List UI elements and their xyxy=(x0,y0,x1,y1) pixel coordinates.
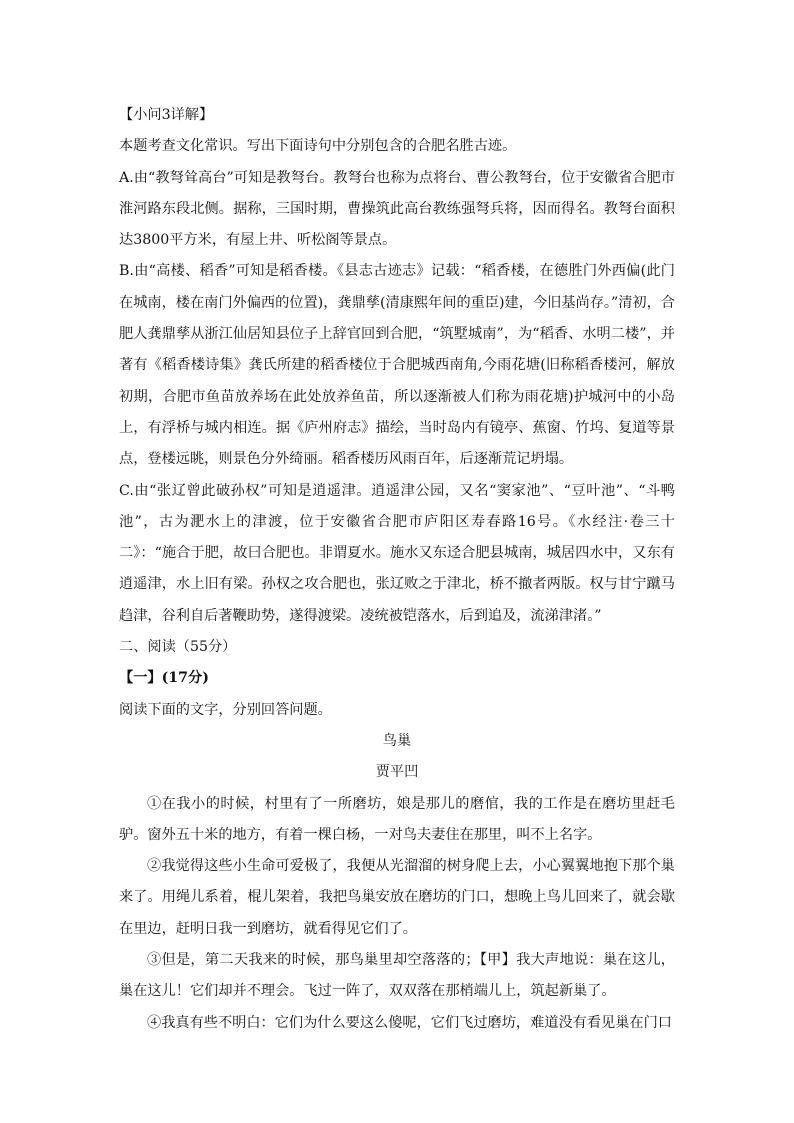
question-intro: 本题考查文化常识。写出下面诗句中分别包含的合肥名胜古迹。 xyxy=(119,138,517,155)
section-heading: 二、阅读（55分） xyxy=(119,639,237,656)
article-paragraph-4: ④我真有些不明白：它们为什么要这么傻呢，它们飞过磨坊，难道没有看见巢在门口 xyxy=(147,1014,672,1031)
answer-b-paragraph: B.由“高楼、稻香”可知是稻香楼。《县志古迹志》记载：“稻香楼，在德胜门外西偏(此门在城南，楼在南门外偏西的位置)，龚鼎孳(清康熙年间的重臣)建，今旧基尚存。”清初，合肥人龚鼎孳从浙江仙居知县位子上辞官回到合肥，“筑墅城南”，为“稻香、水明二楼”，并著有《稻香楼诗集》龚氏所建的稻香楼位于合肥城西南角,今雨花塘(旧称稻香楼河，解放初期，合肥市鱼苗放养场在此处放养鱼苗，所以逐渐被人们称为雨花塘)护城河中的小岛上，有浮桥与城内相连。据《庐州府志》描绘，当时岛内有镜亭、蕉窗、竹坞、复道等景点，登楼远眺，则景色分外绮丽。稻香楼历风雨百年，后逐渐荒记坍塌。 xyxy=(119,263,675,468)
reading-instruction: 阅读下面的文字，分别回答问题。 xyxy=(119,701,332,718)
article-author: 贾平凹 xyxy=(375,764,419,781)
subsection-heading: 【一】(17分) xyxy=(119,670,209,687)
article-title: 鸟巢 xyxy=(382,732,412,749)
answer-heading: 【小问3详解】 xyxy=(119,107,214,123)
article-paragraph-2: ②我觉得这些小生命可爱极了，我便从光溜溜的树身爬上去，小心翼翼地抱下那个巢来了。用绳儿系着，棍儿架着，我把鸟巢安放在磨坊的门口，想晚上鸟儿回来了，就会歇在里边，赶明日我一到磨坊，就看得见它们了。 xyxy=(119,858,675,937)
article-paragraph-3: ③但是，第二天我来的时候，那鸟巢里却空落落的；【甲】我大声地说：巢在这儿，巢在这儿！它们却并不理会。飞过一阵了，双双落在那梢端儿上，筑起新巢了。 xyxy=(119,952,675,1000)
article-paragraph-1: ①在我小的时候，村里有了一所磨坊，娘是那儿的磨倌，我的工作是在磨坊里赶毛驴。窗外五十米的地方，有着一棵白杨，一对鸟夫妻住在那里，叫不上名字。 xyxy=(119,795,675,843)
document-page xyxy=(119,100,675,1039)
answer-c-paragraph: C.由“张辽曾此破孙权”可知是逍遥津。逍遥津公园，又名“窦家池”、“豆叶池”、“斗鸭池”，古为淝水上的津渡，位于安徽省合肥市庐阳区寿春路16号。《水经注·卷三十二》：“施合于肥，故曰合肥也。非谓夏水。施水又东迳合肥县城南，城居四水中，又东有逍遥津，水上旧有梁。孙权之攻合肥也，张辽败之于津北，桥不撤者两版。权与甘宁蹴马趋津，谷利自后著鞭助势，遂得渡梁。凌统被铠落水，后到追及，流涕津渚。” xyxy=(119,482,675,624)
answer-a-paragraph: A.由“教弩耸高台”可知是教弩台。教弩台也称为点将台、曹公教弩台，位于安徽省合肥市淮河路东段北侧。据称，三国时期，曹操筑此高台教练强弩兵将，因而得名。教弩台面积达3800平方米，有屋上井、听松阁等景点。 xyxy=(119,169,675,249)
